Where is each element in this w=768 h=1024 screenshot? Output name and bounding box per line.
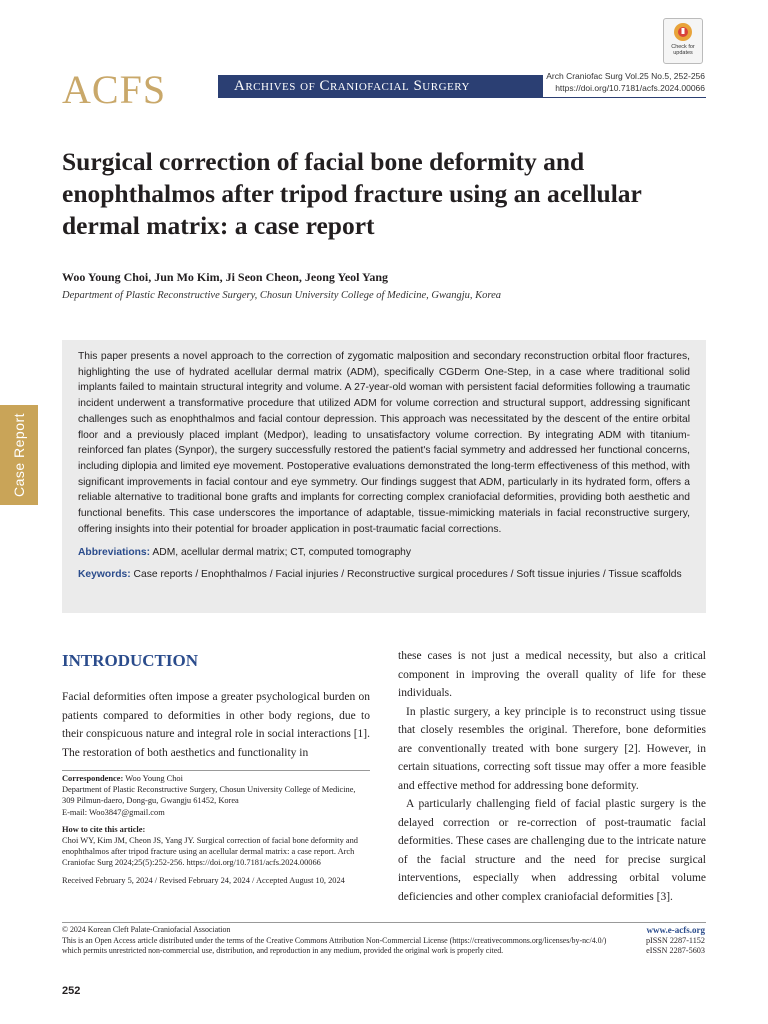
article-type-tab — [0, 405, 38, 505]
copyright-line: © 2024 Korean Cleft Palate-Craniofacial Association — [62, 925, 231, 934]
header-divider — [218, 97, 706, 98]
abstract-text: This paper presents a novel approach to the correction of zygomatic malposition and secondary reconstruction orbital floor fractures, highlighting the use of hydrated acellular dermal matrix (ADM), specifically CGDerm One-Step, in a case where traditional solid implants failed to maintain structural integrity and volume. A 27-year-old woman with persistent facial deformities following a traumatic incident underwent a transformative procedure that utilized ADM for volume correction and structural support, addressing significant challenges such as enophthalmos and facial contour depression. This approach was necessitated by the descent of the entire orbital floor and a previously placed implant (Medpor), leading to unsatisfactory volume correction. By integrating ADM with titanium-reinforced fan plates (Synpor), the surgery successfully restored the patient's facial symmetry and addressed her functional concerns, including diplopia and limited eye movement. Postoperative evaluations demonstrated the long-term effectiveness of this method, with significant improvements in facial contour and eye symmetry. Our findings suggest that ADM, particularly in its hydrated form, offers a reliable alternative to traditional bone grafts and implants for correcting complex craniofacial deformities, providing both aesthetic and functional benefits. This case underscores the importance of adaptable, tissue-mimicking materials in facial reconstructive surgery, offering insights into their potential for broader application in post-traumatic facial corrections. — [78, 351, 690, 535]
body-column-left — [62, 650, 370, 762]
correspondence-footnote — [62, 773, 370, 886]
intro-paragraph-2: these cases is not just a medical necessity, but also a critical component in improving the overall quality of life for these individuals. — [398, 650, 706, 699]
keywords-label: Keywords: — [78, 569, 131, 581]
journal-website-link[interactable]: www.e-acfs.org — [646, 925, 705, 935]
abstract-panel — [62, 340, 706, 613]
section-heading-introduction: INTRODUCTION — [62, 651, 199, 670]
keywords-line — [78, 567, 690, 583]
page-number: 252 — [62, 985, 81, 997]
check-for-updates-badge[interactable] — [663, 18, 703, 64]
journal-citation — [546, 70, 705, 94]
abbreviations-text: ADM, acellular dermal matrix; CT, computed tomography — [152, 547, 412, 559]
license-notice — [62, 925, 622, 957]
author-affiliation: Department of Plastic Reconstructive Surgery, Chosun University College of Medicine, Gwangju, Korea — [62, 290, 501, 301]
article-title: Surgical correction of facial bone deformity and enophthalmos after tripod fracture using an acellular dermal matrix: a case report — [62, 147, 642, 240]
correspondence-line — [62, 773, 370, 784]
pissn: pISSN 2287-1152 — [645, 935, 705, 945]
eissn: eISSN 2287-5603 — [646, 946, 705, 955]
journal-logo: ACFS — [62, 67, 167, 112]
abbreviations-line — [78, 545, 690, 561]
correspondence-label: Correspondence: — [62, 774, 124, 783]
citation-doi-link[interactable]: https://doi.org/10.7181/acfs.2024.00066 — [555, 83, 705, 93]
intro-paragraph-1: Facial deformities often impose a greater psychological burden on patients compared to deformities in other body regions, due to their conspicuous nature and integral role in social interactions [1]. The restoration of both aesthetics and functionality in — [62, 691, 370, 759]
intro-paragraph-4: A particularly challenging field of facial plastic surgery is the delayed correction or re-correction of post-traumatic facial deformities. These cases are challenging due to the intricate nature of the facial structure and the need for precise surgical interventions, especially when addressing orbital volume deficiencies and other complex craniofacial deformities [3]. — [398, 798, 706, 903]
cite-text: Choi WY, Kim JM, Cheon JS, Yang JY. Surgical correction of facial bone deformity and enophthalmos after tripod fracture using an acellular dermal matrix: a case report. Arch Craniofac Surg 2024;25(5):252-256. https://doi.org/10.7181/acfs.2024.00066 — [62, 836, 358, 868]
correspondence-name: Woo Young Choi — [125, 774, 183, 783]
footer-divider — [62, 922, 706, 923]
journal-name-banner: Archives of Craniofacial Surgery — [218, 75, 543, 97]
abbreviations-label: Abbreviations: — [78, 547, 151, 559]
correspondence-email[interactable]: E-mail: Woo3847@gmail.com — [62, 807, 165, 817]
journal-issn-block — [646, 925, 705, 957]
keywords-text: Case reports / Enophthalmos / Facial injuries / Reconstructive surgical procedures / Soft tissue injuries / Tissue scaffolds — [133, 569, 682, 581]
license-text: This is an Open Access article distributed under the terms of the Creative Commons Attribution Non-Commercial License (https://creativecommons.org/licenses/by-nc/4.0/) which permits unrestricted non-commercial use, distribution, and reproduction in any medium, provided the original work is properly cited. — [62, 935, 607, 955]
article-dates: Received February 5, 2024 / Revised February 24, 2024 / Accepted August 10, 2024 — [62, 875, 345, 885]
check-updates-label-1: Check for — [671, 44, 695, 50]
footnote-divider — [62, 770, 370, 771]
correspondence-address: Department of Plastic Reconstructive Surgery, Chosun University College of Medicine, 309 Pilmun-daero, Dong-gu, Gwangju 61452, Korea — [62, 785, 356, 806]
body-column-right — [398, 647, 706, 906]
citation-volume: Arch Craniofac Surg Vol.25 No.5, 252-256 — [546, 71, 705, 81]
check-updates-icon — [673, 22, 693, 42]
cite-label: How to cite this article: — [62, 824, 146, 834]
intro-paragraph-3: In plastic surgery, a key principle is to reconstruct using tissue that closely resembles the original. Therefore, bone deformities are conventionally treated with bone surgery [2]. However, in certain situations, correcting soft tissue may offer a more feasible and effective method for addressing bone deformity. — [398, 705, 706, 792]
article-type-label: Case Report — [11, 412, 27, 498]
author-list: Woo Young Choi, Jun Mo Kim, Ji Seon Cheon, Jeong Yeol Yang — [62, 270, 389, 284]
check-updates-label-2: updates — [673, 50, 693, 56]
